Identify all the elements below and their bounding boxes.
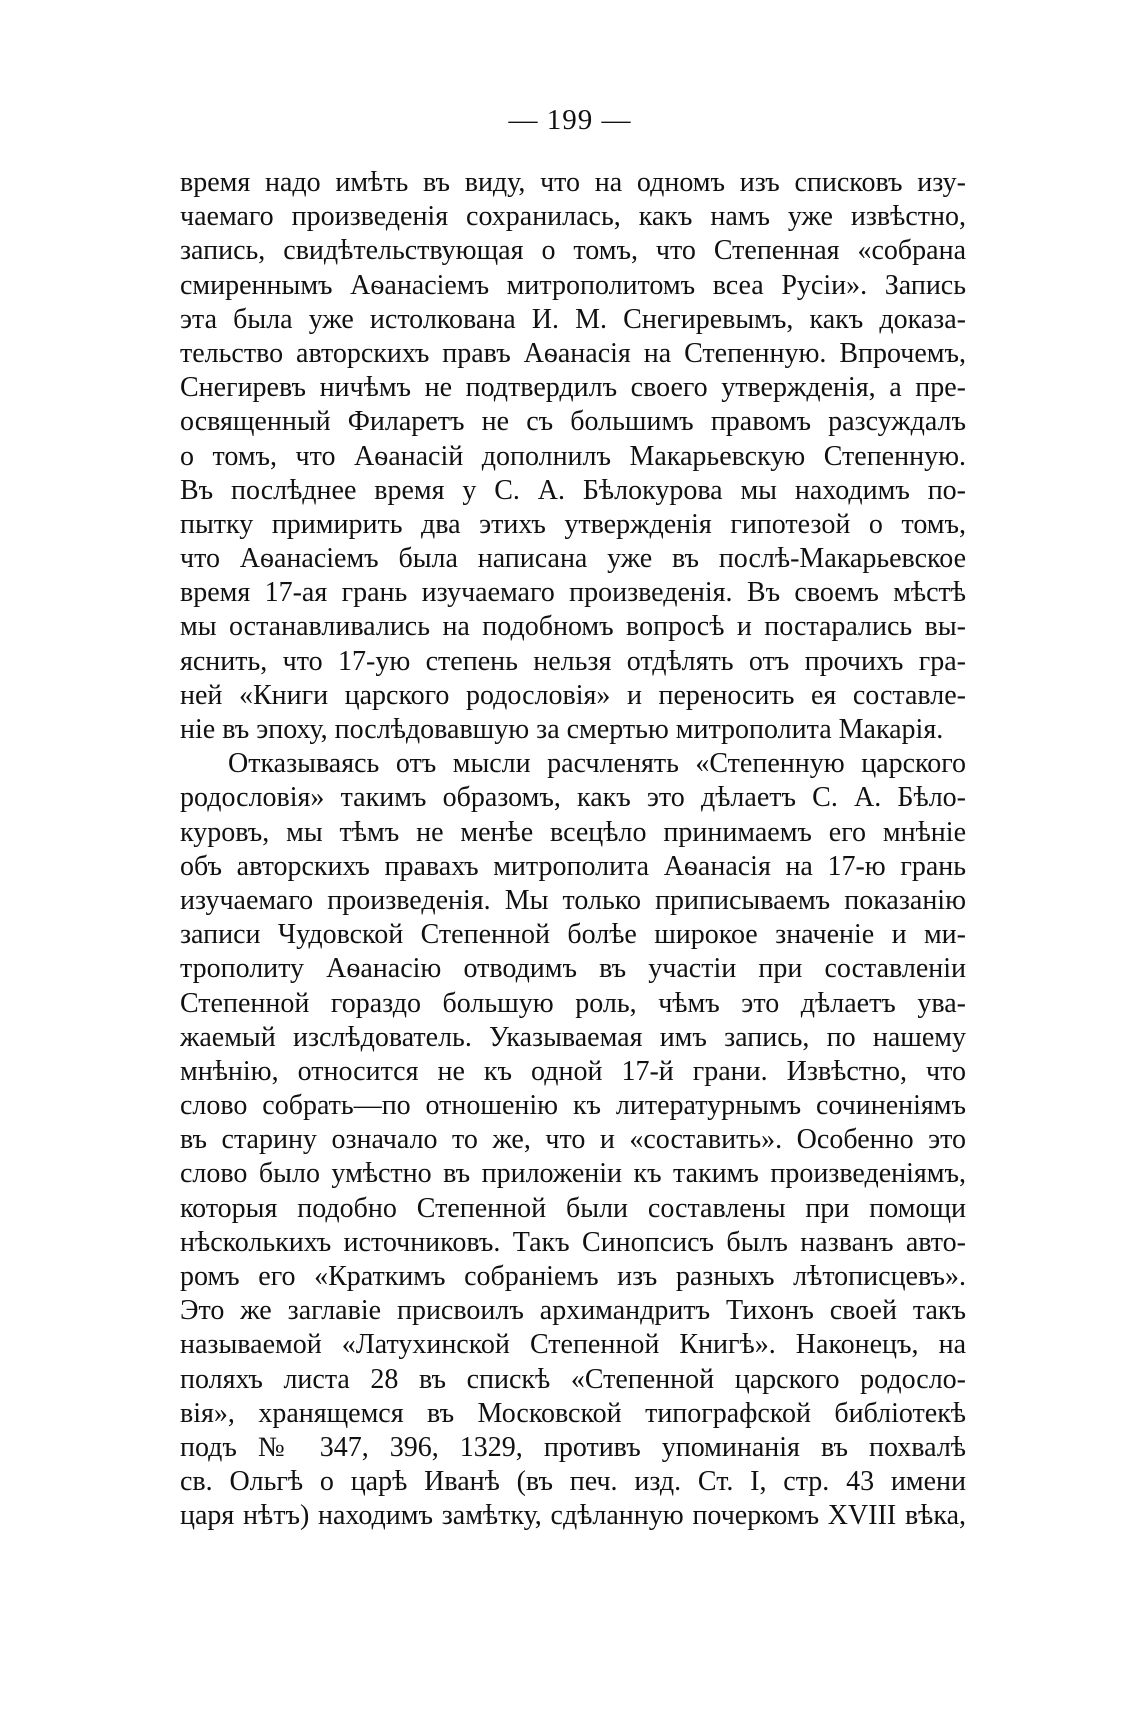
text-line: яснить, что 17-ую степень нельзя отдѣлять отъ прочихъ гра- [180,645,966,677]
text-line: время 17-ая грань изучаемаго произведенія. Въ своемъ мѣстѣ [180,577,966,609]
text-line: называемой «Латухинской Степенной Книгѣ». Наконецъ, на [180,1329,966,1361]
text-line: жаемый изслѣдователь. Указываемая имъ запись, по нашему [180,1021,966,1053]
text-line: о томъ, что Аѳанасій дополнилъ Макарьевскую Степенную. [180,440,966,472]
body-text [180,166,966,1534]
text-line: что Аѳанасіемъ была написана уже въ послѣ-Макарьевское [180,543,966,575]
text-line: слово собрать—по отношенію къ литературнымъ сочиненіямъ [180,1090,966,1122]
text-line: эта была уже истолкована И. М. Снегиревымъ, какъ доказа- [180,303,966,335]
text-line: тельство авторскихъ правъ Аѳанасія на Степенную. Впрочемъ, [180,337,966,369]
text-line: ромъ его «Краткимъ собраніемъ изъ разныхъ лѣтописцевъ». [180,1261,966,1292]
text-line: записи Чудовской Степенной болѣе широкое значеніе и ми- [180,919,966,951]
text-line: родословія» такимъ образомъ, какъ это дѣлаетъ С. А. Бѣло- [180,782,966,814]
text-line: чаемаго произведенія сохранилась, какъ намъ уже извѣстно, [180,201,966,233]
text-line: Это же заглавіе присвоилъ архимандритъ Тихонъ своей такъ [180,1295,966,1327]
text-line: слово было умѣстно въ приложеніи къ такимъ произведеніямъ, [180,1158,966,1190]
text-line: въ старину означало то же, что и «составить». Особенно это [180,1124,966,1156]
text-line: время надо имѣть въ виду, что на одномъ изъ списковъ изу- [180,167,966,198]
text-line: поляхъ листа 28 въ спискѣ «Степенной царского родосло- [180,1363,966,1395]
text-line: объ авторскихъ правахъ митрополита Аѳанасія на 17-ю грань [180,850,966,882]
text-line: подъ № 347, 396, 1329, противъ упоминанія въ похвалѣ [180,1431,966,1463]
text-line: куровъ, мы тѣмъ не менѣе всецѣло принимаемъ его мнѣніе [180,816,966,848]
text-line: Въ послѣднее время у С. А. Бѣлокурова мы находимъ по- [180,474,966,506]
text-line: Степенной гораздо большую роль, чѣмъ это дѣлаетъ ува- [180,987,966,1019]
text-line: Снегиревъ ничѣмъ не подтвердилъ своего утвержденія, а пре- [180,372,966,404]
text-line: изучаемаго произведенія. Мы только приписываемъ показанію [180,884,966,916]
text-line: смиреннымъ Аѳанасіемъ митрополитомъ всеа Русіи». Запись [180,269,966,301]
page-number: — 199 — [508,104,632,136]
text-line: которыя подобно Степенной были составлены при помощи [180,1192,966,1224]
paragraph-2 [180,747,966,1533]
text-line: царя нѣтъ) находимъ замѣтку, сдѣланную почеркомъ XVIII вѣка, [180,1500,966,1532]
text-line: ней «Книги царского родословія» и переносить ея составле- [180,679,966,711]
text-line: мнѣнію, относится не къ одной 17-й грани. Извѣстно, что [180,1055,966,1087]
text-line: запись, свидѣтельствующая о томъ, что Степенная «собрана [180,235,966,267]
paragraph-1 [180,166,966,747]
text-line: освященный Филаретъ не съ большимъ правомъ разсуждалъ [180,406,966,438]
text-line: трополиту Аѳанасію отводимъ въ участіи при составленіи [180,953,966,985]
text-line: Отказываясь отъ мысли расчленять «Степенную царского [228,748,966,780]
text-line: мы останавливались на подобномъ вопросѣ и постарались вы- [180,611,966,643]
text-line: вія», хранящемся въ Московской типографской библіотекѣ [180,1397,966,1429]
text-line: ніе въ эпоху, послѣдовавшую за смертью митрополита Макарія. [180,714,944,745]
text-line: пытку примирить два этихъ утвержденія гипотезой о томъ, [180,508,966,540]
text-line: св. Ольгѣ о царѣ Иванѣ (въ печ. изд. Ст. I, стр. 43 имени [180,1466,966,1498]
text-line: нѣсколькихъ источниковъ. Такъ Синопсисъ былъ названъ авто- [180,1226,966,1258]
